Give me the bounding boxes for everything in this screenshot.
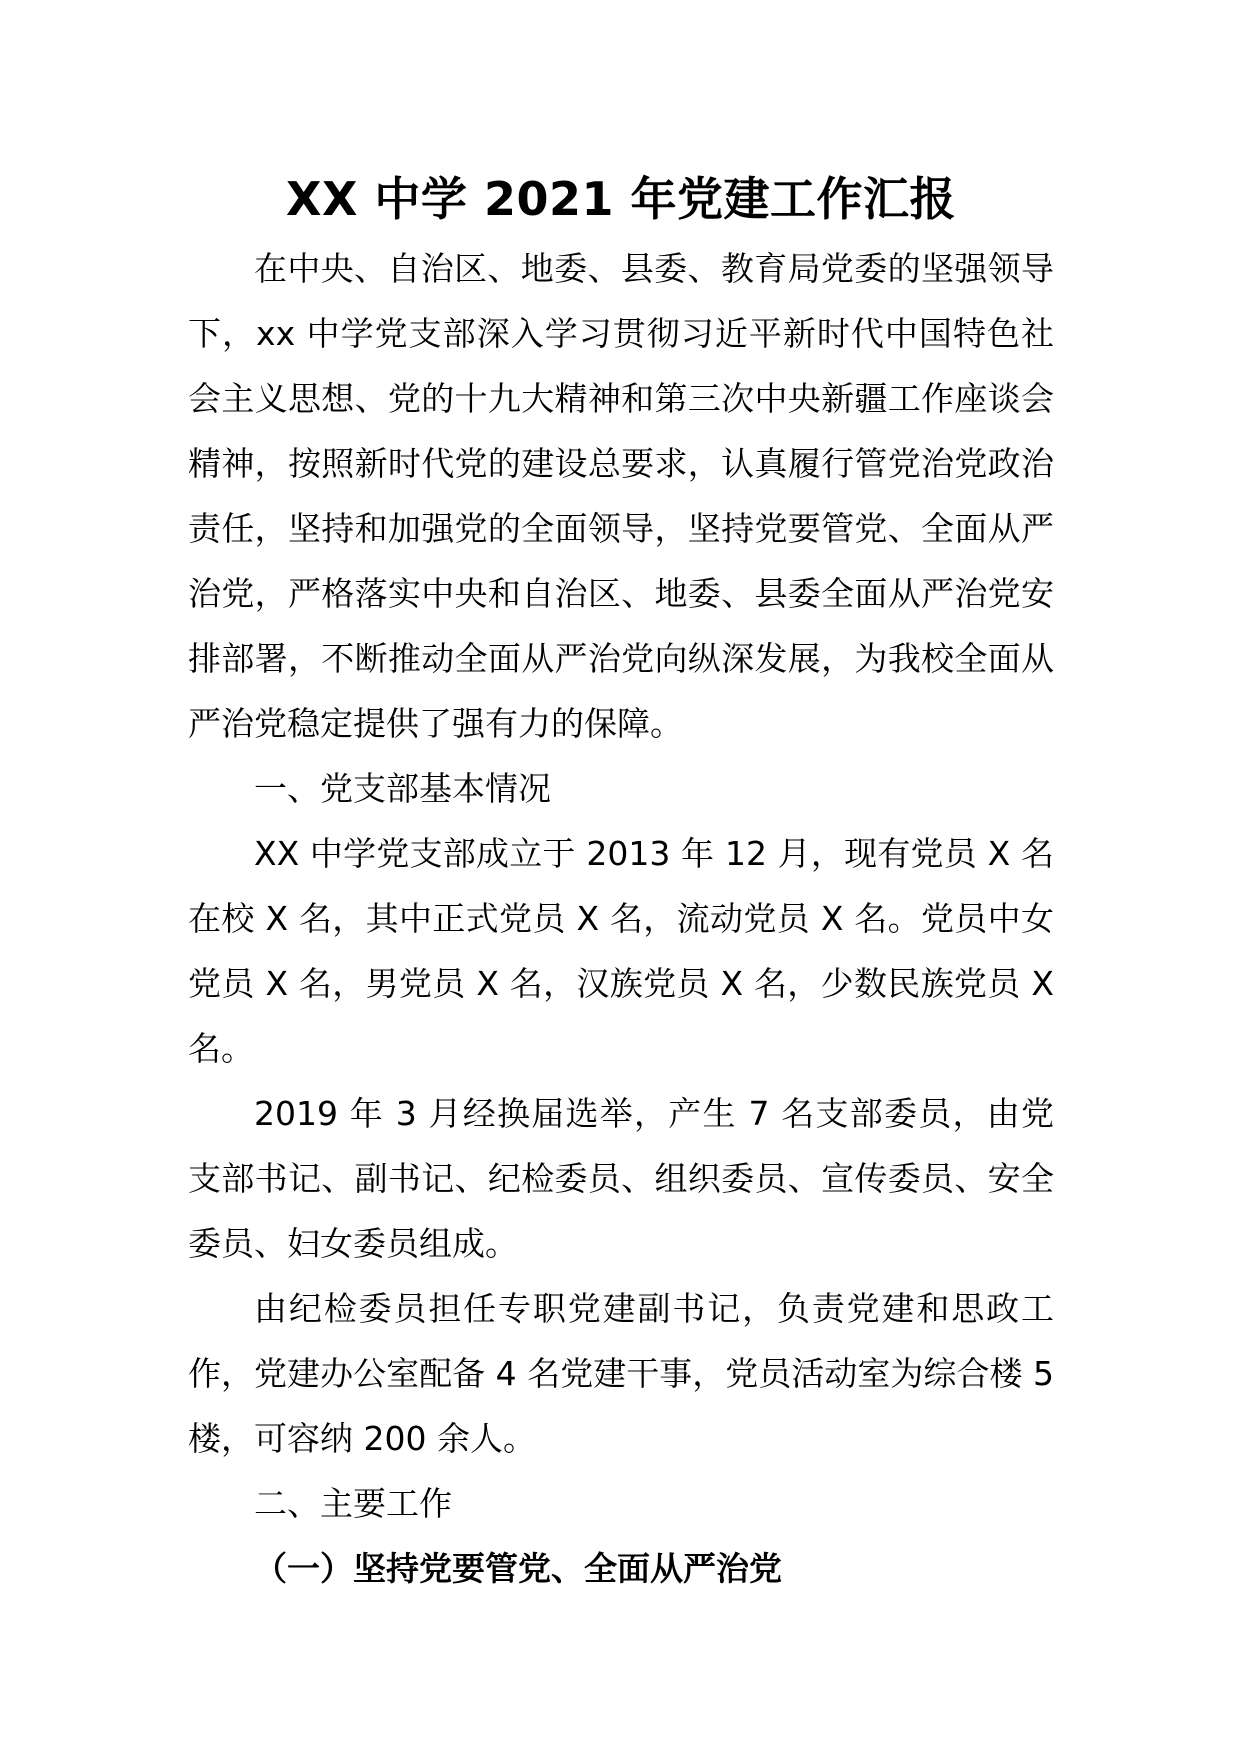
section-heading-basic-info: 一、党支部基本情况 bbox=[254, 769, 551, 808]
paragraph-office: 由纪检委员担任专职党建副书记，负责党建和思政工作，党建办公室配备 4 名党建干事，党员活动室为综合楼 5 楼，可容纳 200 余人。 bbox=[188, 1289, 1054, 1458]
section-heading-main-work: 二、主要工作 bbox=[254, 1484, 452, 1523]
paragraph-election: 2019 年 3 月经换届选举，产生 7 名支部委员，由党支部书记、副书记、纪检委员、组织委员、宣传委员、安全委员、妇女委员组成。 bbox=[188, 1094, 1054, 1263]
subsection-heading: （一）坚持党要管党、全面从严治党 bbox=[254, 1549, 782, 1588]
document-title: XX 中学 2021 年党建工作汇报 bbox=[285, 172, 956, 226]
document-body bbox=[188, 168, 1054, 1601]
intro-paragraph: 在中央、自治区、地委、县委、教育局党委的坚强领导下，xx 中学党支部深入学习贯彻习近平新时代中国特色社会主义思想、党的十九大精神和第三次中央新疆工作座谈会精神，按照新时代党的建设总要求，认真履行管党治党政治责任，坚持和加强党的全面领导，坚持党要管党、全面从严治党，严格落实中央和自治区、地委、县委全面从严治党安排部署，不断推动全面从严治党向纵深发展，为我校全面从严治党稳定提供了强有力的保障。 bbox=[188, 249, 1054, 743]
paragraph-membership: XX 中学党支部成立于 2013 年 12 月，现有党员 X 名在校 X 名，其中正式党员 X 名，流动党员 X 名。党员中女党员 X 名，男党员 X 名，汉族党员 X 名，少数民族党员 X 名。 bbox=[188, 834, 1054, 1068]
